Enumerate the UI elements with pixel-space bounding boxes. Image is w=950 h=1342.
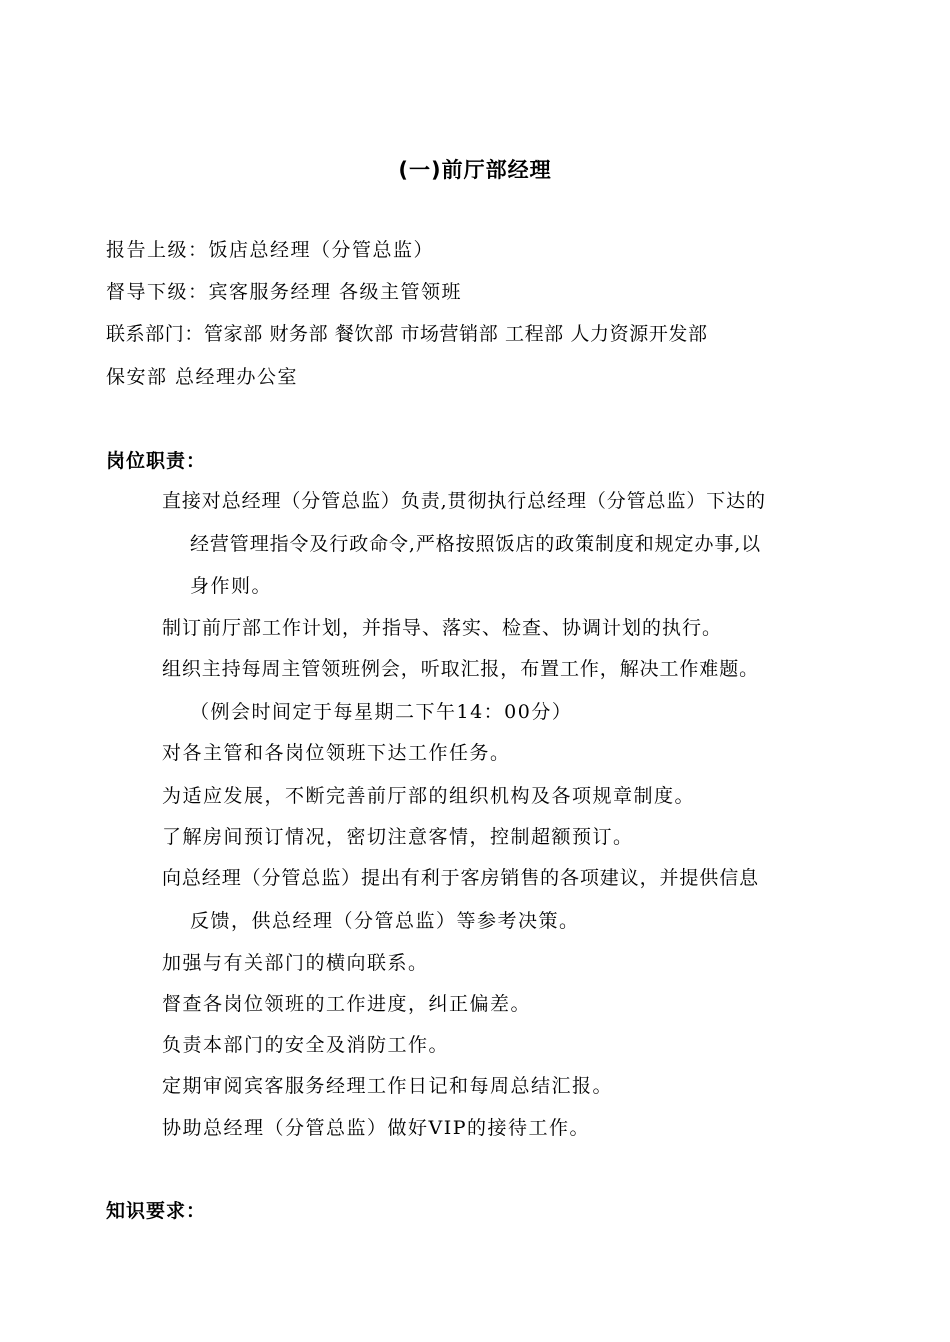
duty-line-3: 身作则。 [190, 575, 273, 597]
duties-heading: 岗位职责： [106, 450, 207, 472]
duty-line-1: 直接对总经理（分管总监）负责,贯彻执行总经理（分管总监）下达的 [162, 490, 766, 512]
supervise-label: 督导下级： [106, 281, 209, 303]
duty-line-14: 负责本部门的安全及消防工作。 [162, 1034, 450, 1056]
duty-line-16: 协助总经理（分管总监）做好VIP的接待工作。 [162, 1117, 591, 1139]
duty-line-10: 向总经理（分管总监）提出有利于客房销售的各项建议，并提供信息 [162, 867, 760, 889]
duty-line-9: 了解房间预订情况，密切注意客情，控制超额预订。 [162, 826, 634, 848]
duty-line-11: 反馈，供总经理（分管总监）等参考决策。 [190, 910, 580, 932]
supervise-value: 宾客服务经理 各级主管领班 [208, 281, 463, 303]
duty-line-6: （例会时间定于每星期二下午14：00分） [190, 701, 573, 723]
duty-line-13: 督查各岗位领班的工作进度，纠正偏差。 [162, 993, 532, 1015]
contact-label: 联系部门： [106, 323, 205, 345]
duty-line-12: 加强与有关部门的横向联系。 [162, 952, 429, 974]
report-to-value: 饭店总经理（分管总监） [208, 239, 435, 261]
duty-line-5: 组织主持每周主管领班例会，听取汇报，布置工作，解决工作难题。 [162, 658, 760, 680]
knowledge-heading: 知识要求： [106, 1200, 207, 1222]
report-to-label: 报告上级： [106, 239, 209, 261]
page-title: (一)前厅部经理 [398, 158, 552, 182]
report-to-row [106, 238, 434, 262]
duty-line-8: 为适应发展，不断完善前厅部的组织机构及各项规章制度。 [162, 785, 696, 807]
duty-line-15: 定期审阅宾客服务经理工作日记和每周总结汇报。 [162, 1075, 614, 1097]
contact-value-line1: 管家部 财务部 餐饮部 市场营销部 工程部 人力资源开发部 [204, 323, 708, 345]
duty-line-7: 对各主管和各岗位领班下达工作任务。 [162, 742, 511, 764]
contact-row [106, 322, 708, 346]
contact-row-continued: 保安部 总经理办公室 [106, 366, 299, 388]
duty-line-4: 制订前厅部工作计划，并指导、落实、检查、协调计划的执行。 [162, 617, 723, 639]
supervise-row [106, 280, 462, 304]
duty-line-2: 经营管理指令及行政命令,严格按照饭店的政策制度和规定办事,以 [190, 533, 762, 555]
